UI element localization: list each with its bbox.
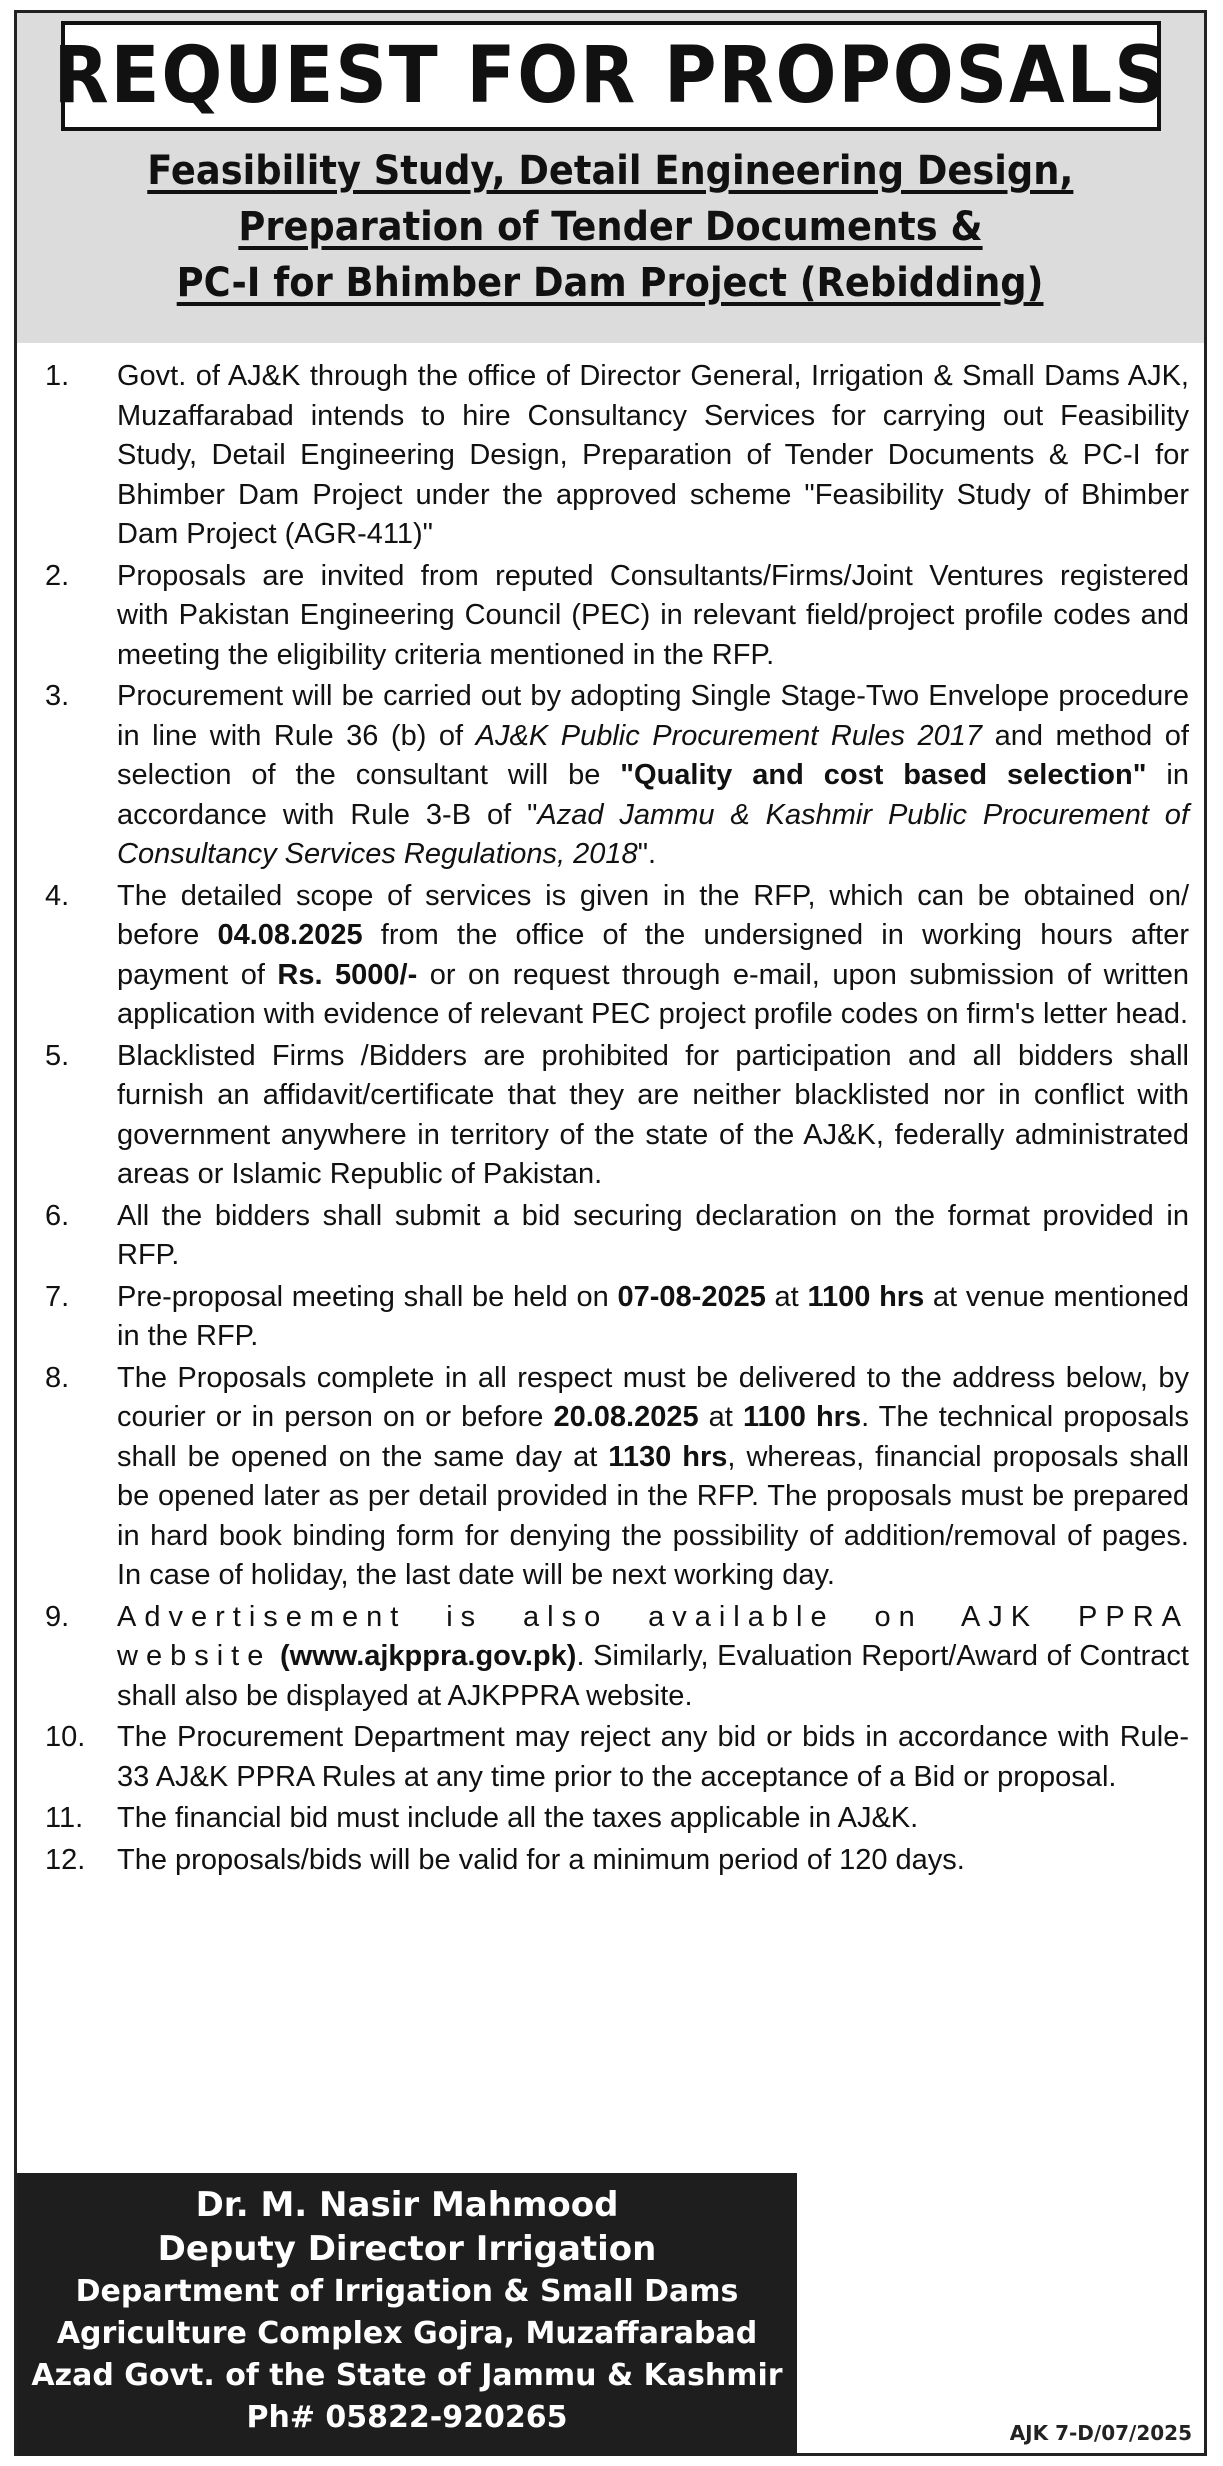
- item-text: The detailed scope of services is given in the RFP, which can be obtained on/ before 04.08.2025 from the office of the undersigned in working hours after payment of Rs. 5000/- or on request through e-mail, upon submission of written application with evidence of relevant PEC project profile codes on firm's letter head.: [117, 879, 1190, 1030]
- list-item: [39, 357, 1189, 555]
- list-item: [39, 1799, 1189, 1839]
- item-number: 3.: [45, 680, 70, 712]
- item-text: Advertisement is also available on AJK PPRA website (www.ajkppra.gov.pk). Similarly, Evaluation Report/Award of Contract shall also be displayed at AJKPPRA website.: [117, 1600, 1189, 1712]
- subtitle-line-3: PC-I for Bhimber Dam Project (Rebidding): [177, 260, 1044, 306]
- terms-list: [39, 357, 1189, 1882]
- list-item: [39, 1718, 1189, 1797]
- item-number: 10.: [45, 1721, 86, 1753]
- item-text: All the bidders shall submit a bid securing declaration on the format provided in RFP.: [117, 1199, 1189, 1271]
- list-item: [39, 1197, 1189, 1276]
- website-link: (www.ajkppra.gov.pk): [279, 1640, 577, 1672]
- signature-block: [17, 2173, 797, 2456]
- list-item: [39, 557, 1189, 676]
- item-text: Procurement will be carried out by adopting Single Stage-Two Envelope procedure in line with Rule 36 (b) of AJ&K Public Procurement Rules 2017 and method of selection of the consultant will be "Quality and cost based selection" in accordance with Rule 3-B of "Azad Jammu & Kashmir Public Procurement of Consultancy Services Regulations, 2018".: [117, 680, 1189, 870]
- item-text: The Proposals complete in all respect must be delivered to the address below, by courier or in person on or before 20.08.2025 at 1100 hrs. The technical proposals shall be opened on the same day at 1130 hrs, whereas, financial proposals shall be opened later as per detail provided in the RFP. The proposals must be prepared in hard book binding form for denying the possibility of addition/removal of pages. In case of holiday, the last date will be next working day.: [117, 1361, 1189, 1591]
- subtitle-line-2: Preparation of Tender Documents &: [238, 204, 983, 250]
- item-text: The Procurement Department may reject any bid or bids in accordance with Rule-33 AJ&K PPRA Rules at any time prior to the acceptance of a Bid or proposal.: [117, 1721, 1189, 1793]
- list-item: [39, 1037, 1189, 1195]
- phone-number: Ph# 05822-920265: [246, 2400, 568, 2435]
- item-text: Blacklisted Firms /Bidders are prohibited for participation and all bidders shall furnish an affidavit/certificate that they are neither blacklisted nor in conflict with government anywhere in territory of the state of the AJ&K, federally administrated areas or Islamic Republic of Pakistan.: [117, 1039, 1189, 1190]
- list-item: [39, 677, 1189, 875]
- signatory-designation: Deputy Director Irrigation: [157, 2229, 657, 2269]
- header-band: [17, 13, 1204, 343]
- item-number: 11.: [45, 1802, 84, 1834]
- item-text: Govt. of AJ&K through the office of Director General, Irrigation & Small Dams AJK, Muzaffarabad intends to hire Consultancy Services for carrying out Feasibility Study, Detail Engineering Design, Preparation of Tender Documents & PC-I for Bhimber Dam Project under the approved scheme "Feasibility Study of Bhimber Dam Project (AGR-411)": [117, 360, 1189, 550]
- item-number: 2.: [45, 559, 70, 592]
- list-item: [39, 1841, 1189, 1881]
- item-number: 9.: [45, 1600, 70, 1633]
- project-subtitle: [17, 143, 1204, 311]
- list-item: [39, 1598, 1189, 1717]
- reference-code: AJK 7-D/07/2025: [1009, 2421, 1192, 2445]
- item-text: The proposals/bids will be valid for a minimum period of 120 days.: [117, 1843, 965, 1876]
- subtitle-line-1: Feasibility Study, Detail Engineering Design,: [147, 148, 1074, 194]
- item-number: 12.: [45, 1843, 86, 1876]
- item-text: Proposals are invited from reputed Consultants/Firms/Joint Ventures registered with Pakistan Engineering Council (PEC) in relevant field/project profile codes and meeting the eligibility criteria mentioned in the RFP.: [117, 559, 1189, 671]
- advertisement-page: [14, 10, 1207, 2456]
- signatory-name: Dr. M. Nasir Mahmood: [195, 2185, 619, 2225]
- item-number: 5.: [45, 1039, 70, 1072]
- item-number: 6.: [45, 1199, 70, 1232]
- item-number: 8.: [45, 1361, 70, 1394]
- page-title: REQUEST FOR PROPOSALS: [53, 31, 1169, 121]
- item-number: 1.: [45, 360, 70, 392]
- title-box: [53, 21, 1169, 131]
- list-item: [39, 1359, 1189, 1596]
- item-text: The financial bid must include all the taxes applicable in AJ&K.: [117, 1802, 919, 1834]
- item-number: 4.: [45, 879, 70, 912]
- list-item: [39, 877, 1189, 1035]
- address-line-1: Agriculture Complex Gojra, Muzaffarabad: [56, 2316, 758, 2351]
- list-item: [39, 1278, 1189, 1357]
- address-line-2: Azad Govt. of the State of Jammu & Kashmir: [31, 2358, 783, 2393]
- department-name: Department of Irrigation & Small Dams: [75, 2274, 739, 2309]
- item-text: Pre-proposal meeting shall be held on 07-08-2025 at 1100 hrs at venue mentioned in the RFP.: [117, 1280, 1189, 1352]
- item-number: 7.: [45, 1280, 70, 1313]
